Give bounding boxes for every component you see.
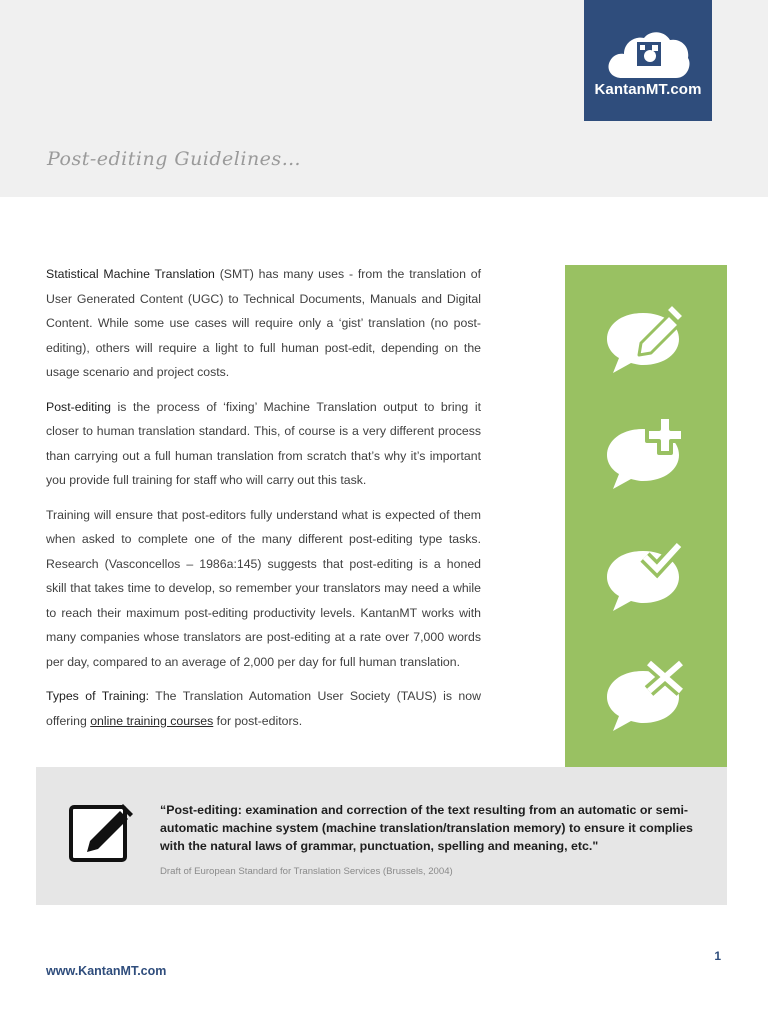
footer-url[interactable]: www.KantanMT.com <box>46 964 167 978</box>
speech-bubble-edit-icon <box>603 297 689 377</box>
lead-term: Types of Training: <box>46 689 150 703</box>
body-text <box>46 262 481 743</box>
edit-document-icon <box>68 801 134 863</box>
quote-box <box>36 767 727 905</box>
lead-term: Post-editing <box>46 399 111 414</box>
logo-text: KantanMT.com <box>594 81 702 98</box>
icon-panel <box>565 265 727 767</box>
page-title: Post-editing Guidelines… <box>47 148 302 170</box>
paragraph-smt <box>46 262 481 385</box>
online-training-link[interactable]: online training courses <box>90 713 214 728</box>
quote-source: Draft of European Standard for Translation Services (Brussels, 2004) <box>160 866 453 877</box>
paragraph-post-editing <box>46 395 481 493</box>
speech-bubble-plus-icon <box>603 413 689 493</box>
speech-bubble-cross-icon <box>603 655 689 735</box>
paragraph-text: (SMT) has many uses - from the translation of User Generated Content (UGC) to Technical Documents, Manuals and Digital Content. While some use cases will require only a ‘gist’ translation (no post-editing), others will require a light to full human post-edit, depending on the usage scenario and project costs. <box>46 267 481 379</box>
paragraph-text: The Translation Automation User Society (TAUS) is now offering <box>46 689 481 728</box>
page-number: 1 <box>714 949 721 963</box>
paragraph-text-tail: for post-editors. <box>213 713 303 728</box>
paragraph-text: is the process of ‘fixing’ Machine Translation output to bring it closer to human translation standard. This, of course is a very different process than carrying out a full human translation from scratch that’s why it’s important you provide full training for staff who will carry out this task. <box>46 399 481 487</box>
quote-text: “Post-editing: examination and correction of the text resulting from an automatic or semi-automatic machine system (machine translation/translation memory) to ensure it complies with the natural laws of grammar, punctuation, spelling and meaning, etc." <box>160 803 693 853</box>
lead-term: Statistical Machine Translation <box>46 267 215 281</box>
cloud-icon <box>604 28 692 80</box>
paragraph-training <box>46 503 481 675</box>
speech-bubble-check-icon <box>603 535 689 615</box>
logo[interactable] <box>584 0 712 121</box>
paragraph-types-of-training <box>46 684 481 733</box>
paragraph-text: Training will ensure that post-editors fully understand what is expected of them when asked to complete one of the many different post-editing type tasks. Research (Vasconcellos – 1986a:145) suggests that post-editing is a honed skill that takes time to develop, so remember your translators may need a while to reach their maximum post-editing productivity levels. KantanMT works with many companies whose translators are post-editing at a rate over 7,000 words per day, compared to an average of 2,000 per day for full human translation. <box>46 507 481 669</box>
